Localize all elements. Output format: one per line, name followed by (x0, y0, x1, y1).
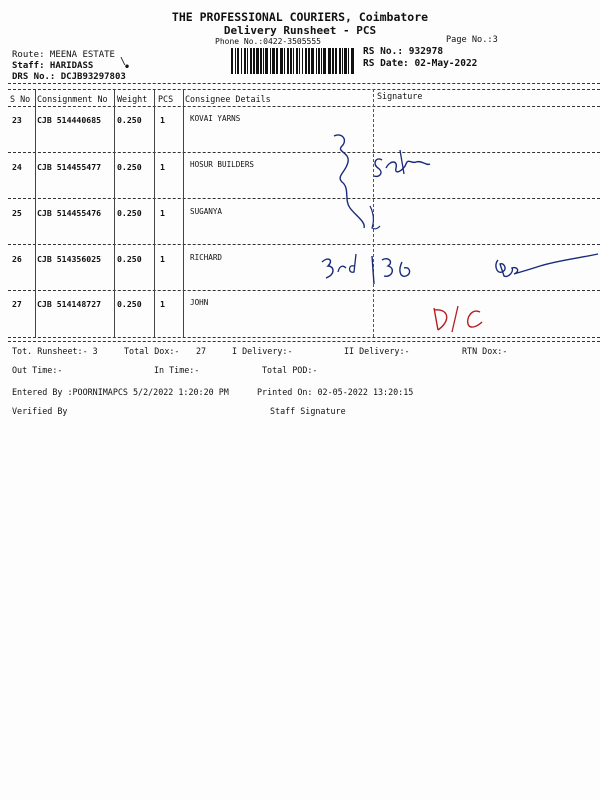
barcode-bar (250, 48, 252, 74)
row-sno: 26 (12, 254, 22, 264)
total-pod: Total POD:- (262, 365, 318, 375)
row-weight: 0.250 (117, 115, 142, 125)
barcode-bar (318, 48, 320, 74)
row-sno: 27 (12, 299, 22, 309)
row-weight: 0.250 (117, 254, 142, 264)
barcode-bar (231, 48, 233, 74)
barcode-bar (253, 48, 255, 74)
route-label: Route: MEENA ESTATE (12, 50, 115, 60)
barcode-bar (323, 48, 326, 74)
stray-mark: \ (120, 56, 127, 67)
page-number: Page No.:3 (446, 35, 498, 45)
rs-number: RS No.: 932978 (363, 46, 444, 57)
barcode-image (231, 48, 355, 74)
barcode-bar (335, 48, 337, 74)
col-header-signature: Signature (377, 91, 423, 101)
table-top-rule (8, 83, 600, 84)
handwritten-signature-row26 (490, 252, 600, 282)
i-delivery: I Delivery:- (232, 346, 293, 356)
route-info (12, 50, 126, 83)
column-divider (183, 89, 184, 337)
barcode-bar (305, 48, 307, 74)
column-divider (114, 89, 115, 337)
col-header-sno: S No (10, 94, 31, 104)
row-consignment: CJB 514148727 (37, 299, 102, 309)
row-separator (8, 152, 600, 153)
barcode-bar (302, 48, 303, 74)
barcode-bar (351, 48, 354, 74)
barcode-bar (235, 48, 236, 74)
ii-delivery: II Delivery:- (344, 346, 410, 356)
row-sno: 23 (12, 115, 22, 125)
barcode-bar (339, 48, 341, 74)
barcode-bar (237, 48, 239, 74)
table-header-rule (8, 106, 600, 107)
row-consignment: CJB 514440685 (37, 115, 102, 125)
runsheet-info (363, 46, 477, 70)
barcode-bar (311, 48, 314, 74)
row-consignment: CJB 514455477 (37, 162, 102, 172)
rtn-dox: RTN Dox:- (462, 346, 508, 356)
row-consignment: CJB 514455476 (37, 208, 102, 218)
drs-number: DRS No.: DCJB93297803 (12, 72, 126, 82)
barcode-bar (263, 48, 264, 74)
column-divider (154, 89, 155, 337)
row-pcs: 1 (160, 254, 165, 264)
row-pcs: 1 (160, 299, 165, 309)
row-weight: 0.250 (117, 208, 142, 218)
column-divider (35, 89, 36, 337)
barcode-bar (247, 48, 248, 74)
barcode-bar (321, 48, 322, 74)
row-pcs: 1 (160, 115, 165, 125)
staff-label: Staff: HARIDASS (12, 61, 94, 71)
row-consignee: SUGANYA (190, 207, 223, 216)
col-header-weight: Weight (117, 94, 148, 104)
stray-dot: • (124, 62, 131, 73)
barcode-bar (276, 48, 278, 74)
handwritten-tick-row25 (368, 204, 382, 232)
tot-runsheet: Tot. Runsheet:- 3 (12, 346, 98, 356)
barcode-bar (265, 48, 268, 74)
row-weight: 0.250 (117, 299, 142, 309)
barcode-bar (280, 48, 283, 74)
row-sno: 24 (12, 162, 22, 172)
row-separator (8, 198, 600, 199)
barcode-bar (348, 48, 349, 74)
row-pcs: 1 (160, 162, 165, 172)
table-top-rule-2 (8, 89, 600, 90)
total-dox-value: 27 (196, 346, 207, 356)
col-header-consignee: Consignee Details (185, 94, 271, 104)
barcode-bar (256, 48, 259, 74)
barcode-bar (344, 48, 347, 74)
barcode-bar (299, 48, 300, 74)
barcode-bar (342, 48, 343, 74)
barcode-bar (296, 48, 298, 74)
total-dox-label: Total Dox:- (124, 346, 180, 356)
row-sno: 25 (12, 208, 22, 218)
row-consignee: JOHN (190, 298, 209, 307)
row-consignee: KOVAI YARNS (190, 114, 241, 123)
row-weight: 0.250 (117, 162, 142, 172)
barcode-bar (287, 48, 289, 74)
rs-date: RS Date: 02-May-2022 (363, 58, 478, 69)
row-pcs: 1 (160, 208, 165, 218)
table-bottom-rule (8, 337, 600, 338)
barcode-bar (293, 48, 294, 74)
out-time: Out Time:- (12, 365, 63, 375)
printed-on: Printed On: 02-05-2022 13:20:15 (257, 387, 414, 397)
row-consignment: CJB 514356025 (37, 254, 102, 264)
barcode-bar (244, 48, 246, 74)
handwritten-note-row27 (428, 304, 488, 334)
in-time: In Time:- (154, 365, 200, 375)
staff-signature: Staff Signature (270, 406, 346, 416)
row-consignee: RICHARD (190, 253, 223, 262)
barcode-bar (316, 48, 317, 74)
barcode-bar (272, 48, 275, 74)
barcode-bar (328, 48, 331, 74)
barcode-bar (284, 48, 285, 74)
document-title: Delivery Runsheet - PCS (223, 24, 377, 37)
row-separator (8, 244, 600, 245)
verified-by: Verified By (12, 406, 68, 416)
handwritten-note-row26 (318, 248, 418, 288)
barcode-bar (241, 48, 242, 74)
barcode-bar (260, 48, 262, 74)
row-consignee: HOSUR BUILDERS (190, 160, 255, 169)
col-header-consignment: Consignment No (37, 94, 108, 104)
barcode-bar (308, 48, 310, 74)
barcode-bar (290, 48, 292, 74)
entered-by: Entered By :POORNIMAPCS 5/2/2022 1:20:20 PM (12, 387, 229, 397)
barcode-bar (332, 48, 334, 74)
table-bottom-rule-2 (8, 341, 600, 342)
col-header-pcs: PCS (158, 94, 174, 104)
barcode-bar (270, 48, 271, 74)
company-name: THE PROFESSIONAL COURIERS, Coimbatore (171, 10, 429, 24)
row-separator (8, 290, 600, 291)
phone-number: Phone No.:0422-3505555 (215, 37, 321, 46)
